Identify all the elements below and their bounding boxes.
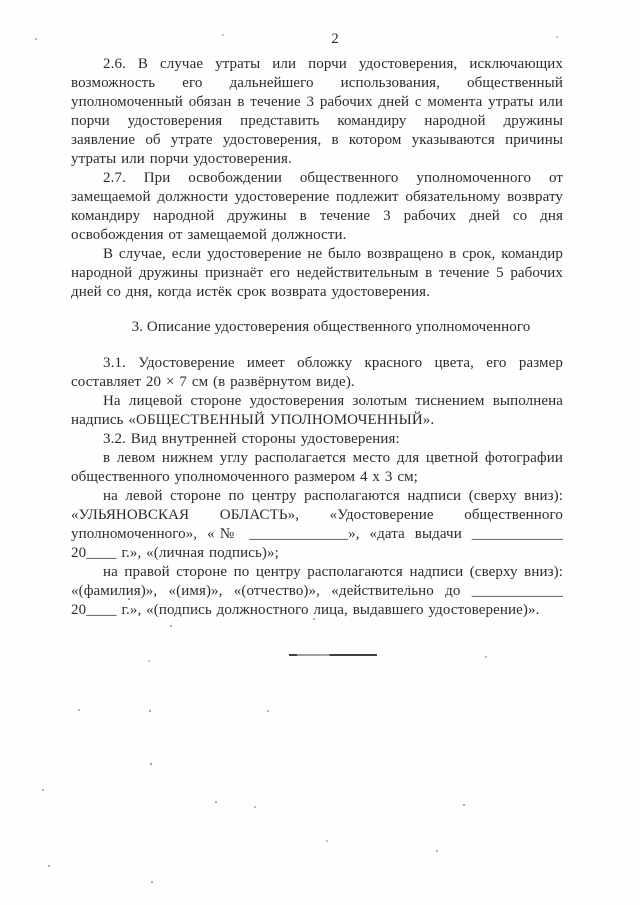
page-number: 2 [331, 31, 339, 47]
paragraph-3-2-left-side: на левой стороне по центру располагаются надписи (сверху вниз): «УЛЬЯНОВСКАЯ ОБЛАСТЬ», «Удостоверение общественного уполномоченного», «№ _____________», «дата выдачи ____________ 20____ г.», «(личная подпись)»; [71, 488, 563, 561]
paragraph-3-2: 3.2. Вид внутренней стороны удостоверения: [103, 431, 400, 447]
paragraph-2-7: 2.7. При освобождении общественного уполномоченного от замещаемой должности удостоверение подлежит обязательному возврату командиру народной дружины в течение 3 рабочих дней со дня освобождения от замещаемой должности. [71, 170, 563, 243]
scan-noise-specks [0, 0, 2, 2]
end-of-text-divider [289, 654, 377, 656]
paragraph-2-7-continuation: В случае, если удостоверение не было возвращено в срок, командир народной дружины признаёт его недействительным в течение 5 рабочих дней со дня, когда истёк срок возврата удостоверения. [71, 246, 563, 300]
paragraph-3-2-right-side: на правой стороне по центру располагаются надписи (сверху вниз): «(фамилия)», «(имя)», «(отчество)», «действительно до ____________ 20____ г.», «(подпись должностного лица, выдавшего удостоверение)». [71, 564, 563, 618]
paragraph-3-1: 3.1. Удостоверение имеет обложку красного цвета, его размер составляет 20 × 7 см (в развёрнутом виде). [71, 355, 563, 390]
paragraph-2-6: 2.6. В случае утраты или порчи удостоверения, исключающих возможность его дальнейшего использования, общественный уполномоченный обязан в течение 3 рабочих дней с момента утраты или порчи удостоверения представить командиру народной дружины заявление об утрате удостоверения, в котором указываются причины утраты или порчи удостоверения. [71, 56, 563, 167]
document-content [71, 30, 563, 656]
paragraph-3-2-photo: в левом нижнем углу располагается место для цветной фотографии общественного уполномоченного размером 4 х 3 см; [71, 450, 563, 485]
paragraph-3-1-front-side: На лицевой стороне удостоверения золотым тиснением выполнена надпись «ОБЩЕСТВЕННЫЙ УПОЛНОМОЧЕННЫЙ». [71, 393, 563, 428]
section-3-heading: 3. Описание удостоверения общественного уполномоченного [131, 319, 531, 335]
